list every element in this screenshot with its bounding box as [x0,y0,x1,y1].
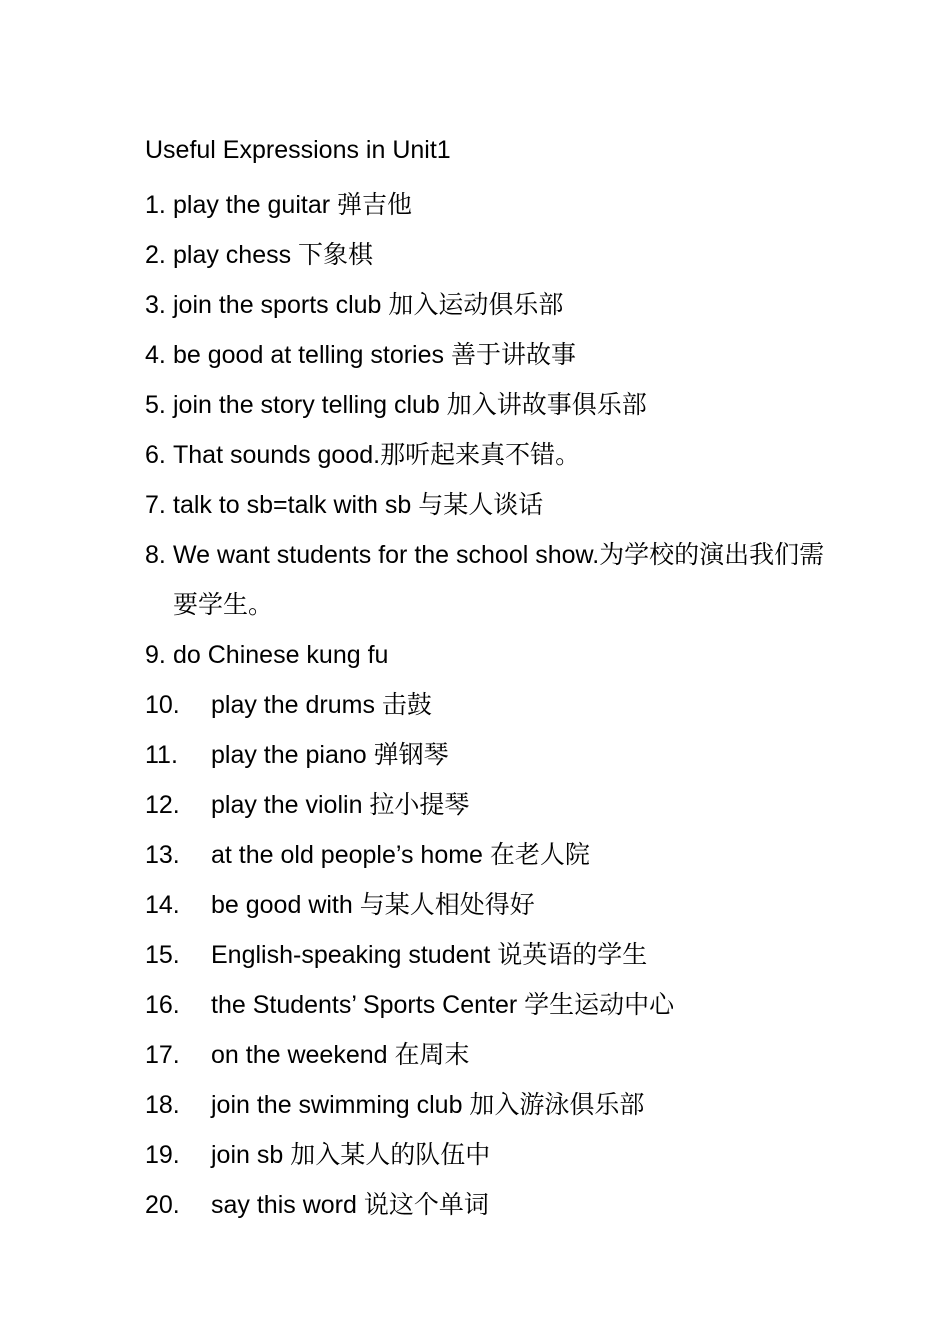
list-item [145,680,825,730]
item-number: 15. [145,941,180,969]
item-number: 12. [145,791,180,819]
item-number: 3. [145,291,166,319]
item-number: 1. [145,191,166,219]
item-number: 10. [145,691,180,719]
item-text: play chess 下象棋 [173,241,374,269]
item-text: the Students’ Sports Center 学生运动中心 [211,991,675,1019]
item-text: say this word 说这个单词 [211,1191,489,1219]
item-number: 7. [145,491,166,519]
item-text: join the sports club 加入运动俱乐部 [173,291,564,319]
list-item [145,380,825,430]
list-item [145,280,825,330]
list-item [145,180,825,230]
expression-list [145,180,825,1230]
item-number: 16. [145,991,180,1019]
item-text: play the drums 击鼓 [211,691,432,719]
list-item [145,630,825,680]
item-number: 6. [145,441,166,469]
list-item [145,1130,825,1180]
list-item [145,1080,825,1130]
list-item [145,730,825,780]
list-item [145,530,825,630]
item-number: 20. [145,1191,180,1219]
list-item [145,330,825,380]
item-number: 8. [145,541,166,569]
item-number: 4. [145,341,166,369]
list-item [145,430,825,480]
list-item [145,880,825,930]
item-number: 13. [145,841,180,869]
item-text: play the violin 拉小提琴 [211,791,470,819]
list-item [145,480,825,530]
item-text: English-speaking student 说英语的学生 [211,941,648,969]
list-item [145,930,825,980]
item-text: on the weekend 在周末 [211,1041,470,1069]
item-number: 9. [145,641,166,669]
document-title: Useful Expressions in Unit1 [145,136,451,164]
item-text: be good at telling stories 善于讲故事 [173,341,576,369]
item-number: 19. [145,1141,180,1169]
item-text: play the piano 弹钢琴 [211,741,449,769]
item-number: 18. [145,1091,180,1119]
item-text: do Chinese kung fu [173,641,389,669]
list-item [145,1030,825,1080]
item-text: join sb 加入某人的队伍中 [211,1141,491,1169]
item-text: talk to sb=talk with sb 与某人谈话 [173,491,544,519]
item-text: play the guitar 弹吉他 [173,191,412,219]
item-text: join the story telling club 加入讲故事俱乐部 [173,391,647,419]
item-text: be good with 与某人相处得好 [211,891,535,919]
item-number: 11. [145,741,178,769]
item-number: 14. [145,891,180,919]
list-item [145,1180,825,1230]
list-item [145,230,825,280]
item-text: at the old people’s home 在老人院 [211,841,590,869]
list-item [145,980,825,1030]
list-item [145,830,825,880]
document-page [145,130,825,1230]
item-number: 2. [145,241,166,269]
list-item [145,780,825,830]
item-text: That sounds good.那听起来真不错。 [173,441,581,469]
item-text: We want students for the school show.为学校的演出我们需要学生。 [173,541,825,619]
item-number: 5. [145,391,166,419]
item-number: 17. [145,1041,180,1069]
item-text: join the swimming club 加入游泳俱乐部 [211,1091,645,1119]
